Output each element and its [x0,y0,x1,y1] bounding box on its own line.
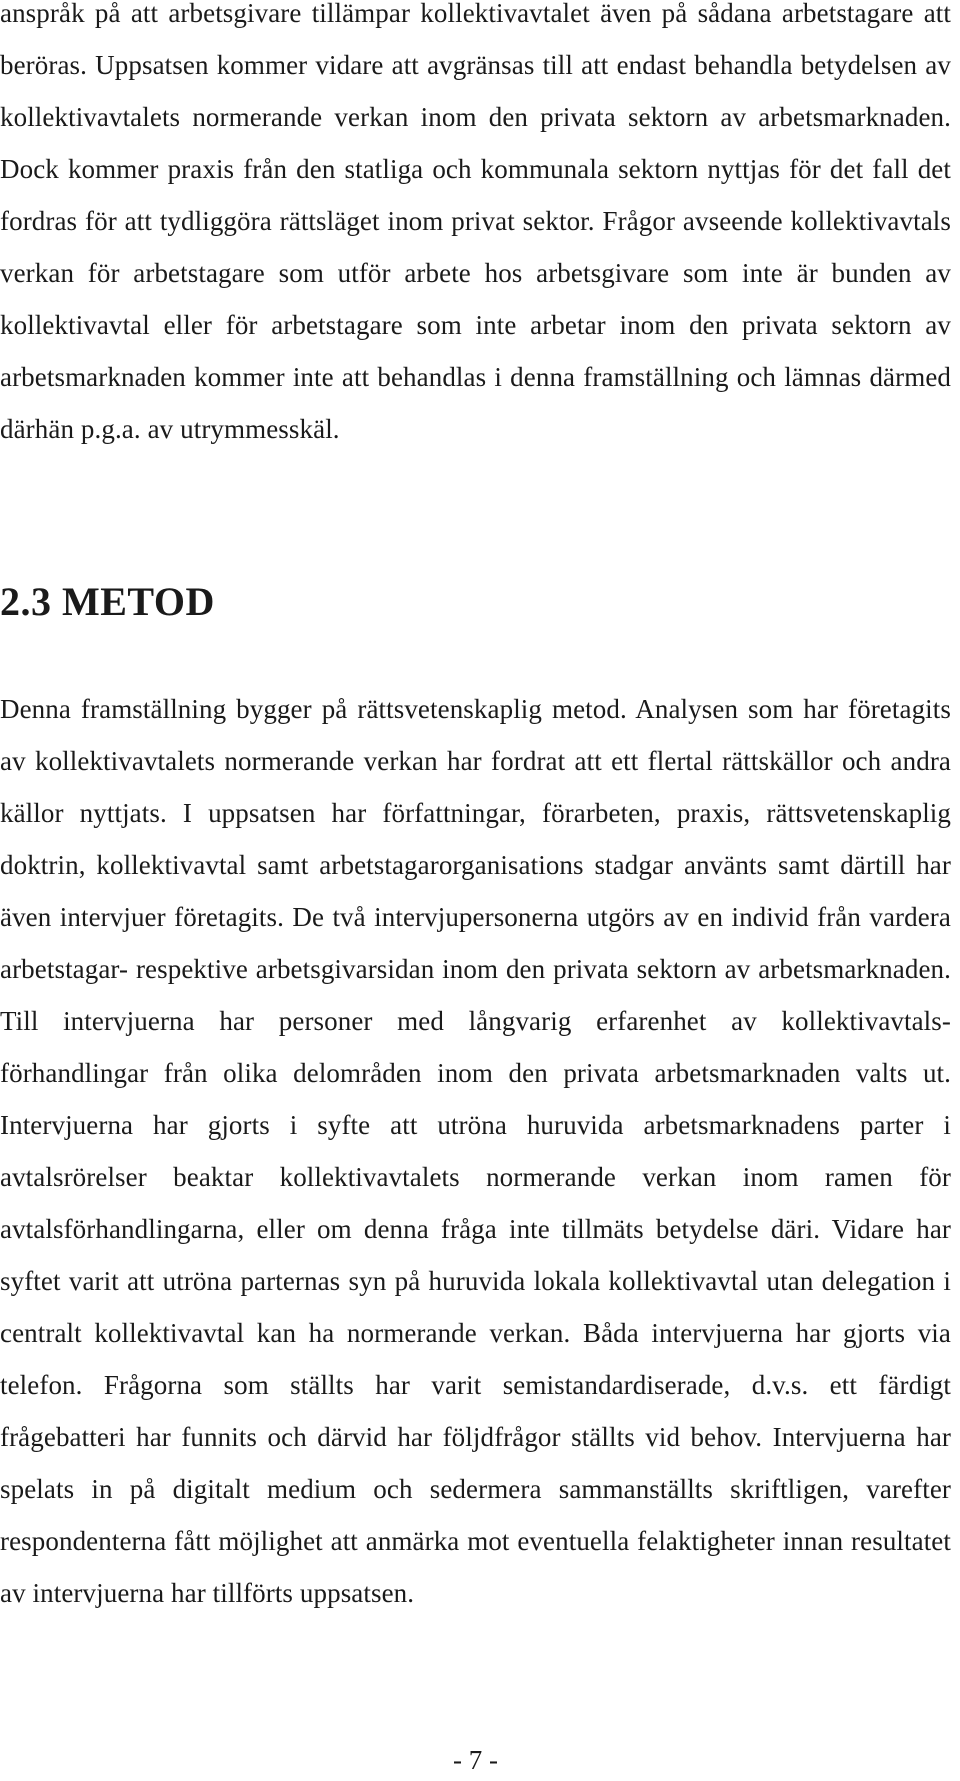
body-paragraph-scope: anspråk på att arbetsgivare tillämpar kollektivavtalet även på sådana arbetstagare att beröras. Uppsatsen kommer vidare att avgränsas till att endast behandla betydelsen av kollektivavtalets normerande verkan inom den privata sektorn av arbetsmarknaden. Dock kommer praxis från den statliga och kommunala sektorn nyttjas för det fall det fordras för att tydliggöra rättsläget inom privat sektor. Frågor avseende kollektivavtals verkan för arbetstagare som utför arbete hos arbetsgivare som inte är bunden av kollektivavtal eller för arbetstagare som inte arbetar inom den privata sektorn av arbetsmarknaden kommer inte att behandlas i denna framställning och lämnas därmed därhän p.g.a. av utrymmesskäl. [0,0,951,444]
body-paragraph-method: Denna framställning bygger på rättsvetenskaplig metod. Analysen som har företagits av kollektivavtalets normerande verkan har fordrat att ett flertal rättskällor och andra källor nyttjats. I uppsatsen har författningar, förarbeten, praxis, rättsvetenskaplig doktrin, kollektivavtal samt arbetstagarorganisations stadgar använts samt därtill har även intervjuer företagits. De två intervjupersonerna utgörs av en individ från vardera arbetstagar- respektive arbetsgivarsidan inom den privata sektorn av arbetsmarknaden. Till intervjuerna har personer med långvarig erfarenhet av kollektivavtals-förhandlingar från olika delområden inom den privata arbetsmarknaden valts ut. Intervjuerna har gjorts i syfte att utröna huruvida arbetsmarknadens parter i avtalsrörelser beaktar kollektivavtalets normerande verkan inom ramen för avtalsförhandlingarna, eller om denna fråga inte tillmäts betydelse däri. Vidare har syftet varit att utröna parternas syn på huruvida lokala kollektivavtal utan delegation i centralt kollektivavtal kan ha normerande verkan. Båda intervjuerna har gjorts via telefon. Frågorna som ställts har varit semistandardiserade, d.v.s. ett färdigt frågebatteri har funnits och därvid har följdfrågor ställts vid behov. Intervjuerna har spelats in på digitalt medium och sedermera sammanställts skriftligen, varefter respondenterna fått möjlighet att anmärka mot eventuella felaktigheter innan resultatet av intervjuerna har tillförts uppsatsen. [0,694,951,1608]
page-number: - 7 - [453,1745,498,1775]
section-heading: 2.3 METOD [0,579,215,624]
